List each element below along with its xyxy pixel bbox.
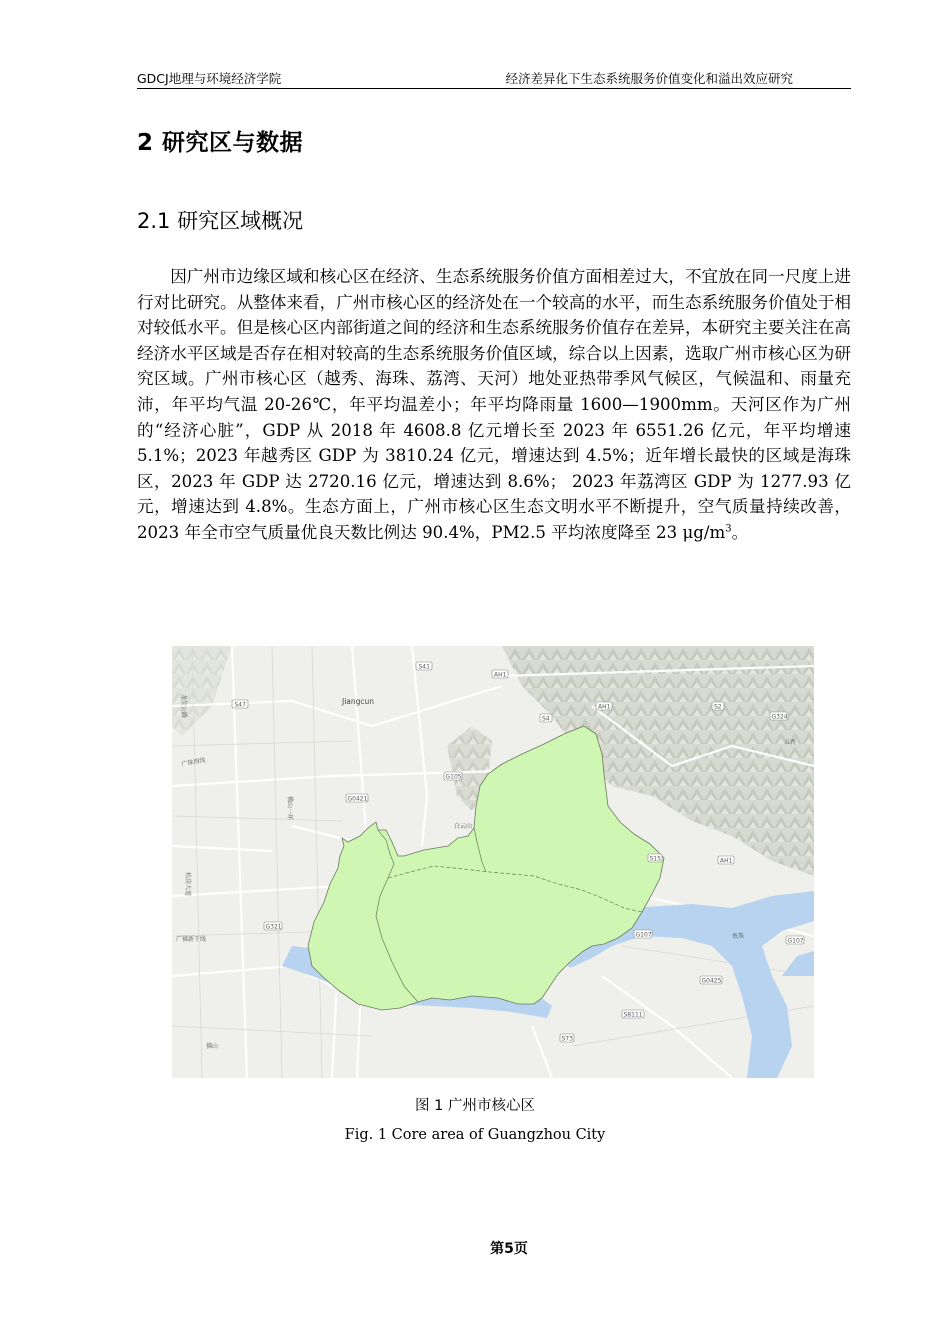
svg-text:G107: G107 xyxy=(787,937,804,945)
svg-text:S2: S2 xyxy=(714,703,722,711)
shield-g107-right xyxy=(786,936,804,944)
figure-caption-chinese: 图 1 广州市核心区 xyxy=(415,1098,535,1114)
svg-text:G321: G321 xyxy=(265,923,282,931)
shield-s4 xyxy=(540,714,552,722)
shield-ah1-mid xyxy=(596,702,612,710)
shield-g321 xyxy=(264,922,282,930)
shield-s47 xyxy=(232,700,248,708)
shield-g105 xyxy=(444,772,462,780)
label-foshan-ring xyxy=(286,796,294,821)
svg-text:S8111: S8111 xyxy=(623,1011,643,1019)
svg-text:S41: S41 xyxy=(418,663,430,671)
study-area-map xyxy=(172,646,814,1078)
svg-text:G0425: G0425 xyxy=(701,977,722,985)
svg-text:G107: G107 xyxy=(635,931,652,939)
shield-s73 xyxy=(560,1034,574,1042)
paragraph-text: 因广州市边缘区域和核心区在经济、生态系统服务价值方面相差过大，不宜放在同一尺度上进行对比研究。从整体来看，广州市核心区的经济处在一个较高的水平，而生态系统服务价值处于相对较低水平。但是核心区内部街道之间的经济和生态系统服务价值存在差异，本研究主要关注在高经济水平区域是否存在相对较高的生态系统服务价值区域，综合以上因素，选取广州市核心区为研究区域。广州市核心区（越秀、海珠、荔湾、天河）地处亚热带季风气候区，气候温和、雨量充沛，年平均气温 20-26℃，年平均温差小；年平均降雨量 1600—1900mm。天河区作为广州的“经济心脏”，GDP 从 2018 年 4608.8 亿元增长至 2023 年 6551.26 亿元，年平均增速 5.1%；2023 年越秀区 GDP 为 3810.24 亿元，增速达到 4.5%；近年增长最快的区域是海珠区，2023 年 GDP 达 2720.16 亿元，增速达到 8.6%； 2023 年荔湾区 GDP 为 1277.93 亿元，增速达到 4.8%。生态方面上，广州市核心区生态文明水平不断提升，空气质量持续改善，2023 年全市空气质量优良天数比例达 90.4%，PM2.5 平均浓度降至 23 μg/m xyxy=(137,267,851,542)
label-guangfo-road: 广佛新干线 xyxy=(176,936,207,943)
shield-g107-left xyxy=(634,930,652,938)
shield-s15 xyxy=(648,854,662,862)
shield-s8111 xyxy=(622,1010,644,1018)
svg-text:S73: S73 xyxy=(561,1035,573,1043)
superscript-three: 3 xyxy=(725,523,732,535)
label-baiyunshan: 白云山 xyxy=(454,823,473,830)
label-jiangcun: Jiangcun xyxy=(342,697,375,706)
figure-caption-english: Fig. 1 Core area of Guangzhou City xyxy=(344,1127,606,1143)
shield-s2 xyxy=(712,702,724,710)
header-right-text: 经济差异化下生态系统服务价值变化和溢出效应研究 xyxy=(505,71,793,86)
svg-text:G0421: G0421 xyxy=(347,795,368,803)
svg-text:S47: S47 xyxy=(234,701,246,709)
shield-ah1-top xyxy=(492,670,508,678)
svg-text:G105: G105 xyxy=(445,773,462,781)
svg-text:AH1: AH1 xyxy=(494,671,507,679)
shield-ah1-right xyxy=(718,856,734,864)
svg-text:龙生公路: 龙生公路 xyxy=(180,694,187,719)
label-guangzhu-west: 广珠西线 xyxy=(181,756,206,768)
svg-text:G324: G324 xyxy=(771,713,788,721)
shield-g0425 xyxy=(700,976,722,984)
svg-text:AH1: AH1 xyxy=(720,857,733,865)
running-header xyxy=(137,68,851,89)
header-left-text: GDCJ地理与环境经济学院 xyxy=(137,71,282,86)
svg-text:佛山一环: 佛山一环 xyxy=(286,796,293,821)
label-wuliao: 五香 xyxy=(784,739,797,746)
svg-text:S4: S4 xyxy=(542,715,550,723)
page-number: 第5页 xyxy=(490,1241,528,1257)
shield-g324 xyxy=(770,712,788,720)
label-yuzhu: 鱼珠 xyxy=(732,933,745,940)
shield-s41 xyxy=(416,662,432,670)
shield-g0421 xyxy=(346,794,368,802)
svg-text:S15: S15 xyxy=(649,855,661,863)
label-longsheng xyxy=(180,694,188,718)
label-songgang xyxy=(184,872,192,896)
body-paragraph xyxy=(137,264,851,546)
paragraph-end: 。 xyxy=(731,522,749,542)
chapter-title: 2 研究区与数据 xyxy=(137,130,304,156)
svg-text:松岗大道: 松岗大道 xyxy=(184,872,191,897)
label-foshan: 佛山 xyxy=(206,1043,219,1050)
svg-text:AH1: AH1 xyxy=(598,703,611,711)
section-title: 2.1 研究区域概况 xyxy=(137,209,304,233)
